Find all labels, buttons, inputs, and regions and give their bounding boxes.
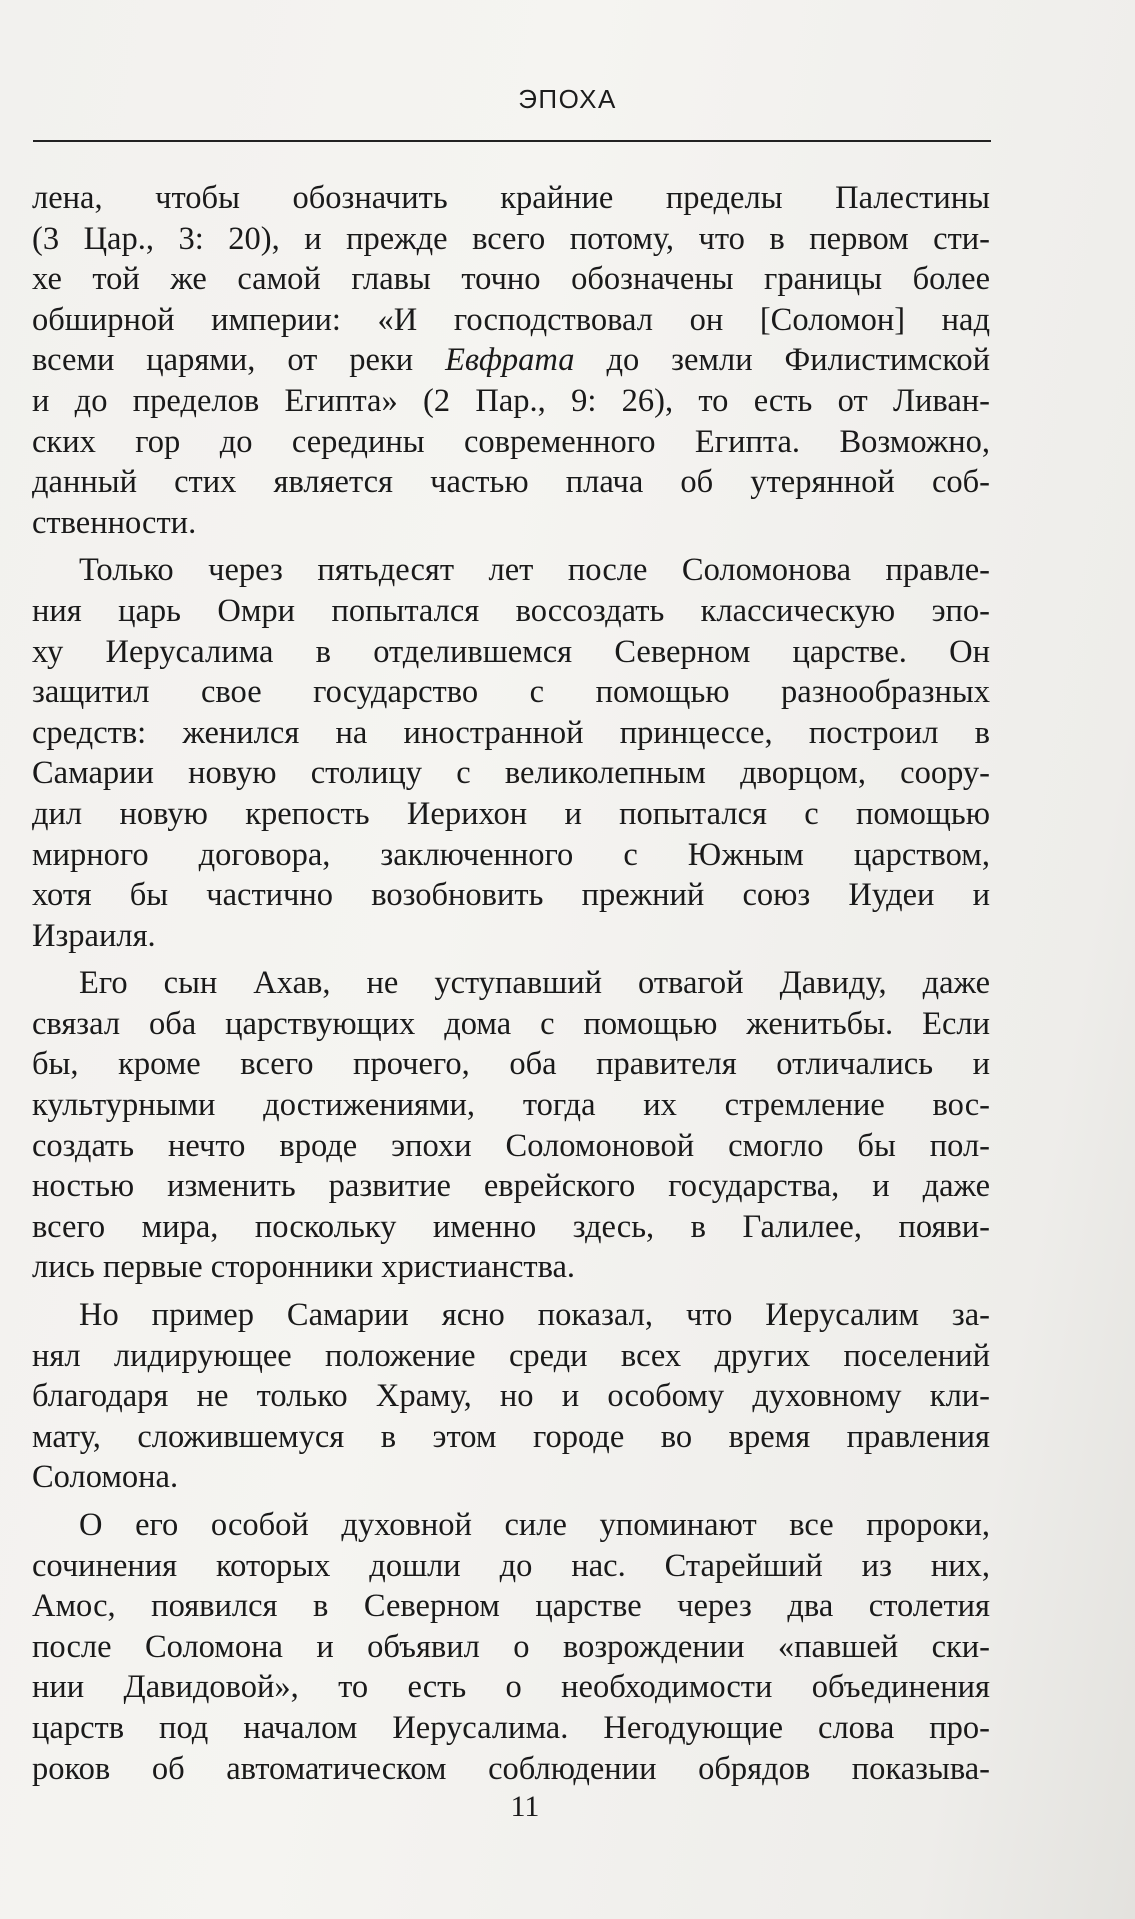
text-line: Но пример Самарии ясно показал, что Иерусалим за- [79,1297,990,1334]
text-line: ху Иерусалима в отделившемся Северном царстве. Он [32,633,990,670]
text-line: О его особой духовной силе упоминают все пророки, [79,1507,990,1543]
text-line: (3 Цар., 3: 20), и прежде всего потому, что в первом сти- [32,220,990,257]
paragraph-gap [32,1288,990,1295]
text-line: культурными достижениями, тогда их стремление вос- [32,1087,990,1124]
text-line: ностью изменить развитие еврейского государства, и даже [32,1168,990,1205]
page-number: 11 [510,1790,540,1823]
text-line: царств под началом Иерусалима. Негодующие слова про- [32,1709,990,1746]
text-line: данный стих является частью плача об утерянной соб- [32,464,990,501]
text-line: обширной империи: «И господствовал он [Соломон] над [32,301,990,338]
running-head: ЭПОХА [518,84,617,114]
text-line: мирного договора, заключенного с Южным царством, [32,836,990,873]
text-line: лена, чтобы обозначить крайние пределы Палестины [32,180,990,216]
text-line: средств: женился на иностранной принцессе, построил в [32,714,990,751]
header-rule [33,140,991,142]
text-line: сочинения которых дошли до нас. Старейший из них, [32,1547,990,1584]
text-line: Израиля. [32,917,156,954]
text-line: хотя бы частично возобновить прежний союз Иудеи и [32,877,990,914]
text-line: ственности. [32,504,197,541]
text-line: Только через пятьдесят лет после Соломонова правле- [79,552,990,589]
text-line: мату, сложившемуся в этом городе во время правления [32,1418,990,1455]
text-line: всего мира, поскольку именно здесь, в Галилее, появи- [32,1208,990,1245]
text-line: Самарии новую столицу с великолепным дворцом, соору- [32,755,990,792]
paragraph-gap [32,956,990,963]
text-line: Соломона. [32,1459,179,1496]
body-text [32,178,990,1789]
text-line: ских гор до середины современного Египта. Возможно, [32,423,990,460]
text-line: дил новую крепость Иерихон и попытался с помощью [32,795,990,832]
text-line: нял лидирующее положение среди всех других поселений [32,1337,990,1374]
text-line: всеми царями, от реки Евфрата до земли Филистимской [32,342,990,379]
text-line: Его сын Ахав, не уступавший отвагой Давиду, даже [79,965,990,1002]
text-line: хе той же самой главы точно обозначены границы более [32,261,990,298]
text-line: лись первые сторонники христианства. [32,1249,576,1286]
paragraph-gap [32,543,990,550]
italic-word: Евфрата [445,342,575,379]
text-line: благодаря не только Храму, но и особому духовному кли- [32,1378,990,1415]
text-line: после Соломона и объявил о возрождении «павшей ски- [32,1628,990,1665]
paragraph-gap [32,1498,990,1505]
text-line: создать нечто вроде эпохи Соломоновой смогло бы пол- [32,1127,990,1164]
text-line: связал оба царствующих дома с помощью женитьбы. Если [32,1005,990,1042]
text-line: ния царь Омри попытался воссоздать классическую эпо- [32,592,990,629]
text-line: защитил свое государство с помощью разнообразных [32,674,990,711]
text-line: роков об автоматическом соблюдении обрядов показыва- [32,1750,990,1787]
text-line: Амос, появился в Северном царстве через два столетия [32,1588,990,1625]
text-line: и до пределов Египта» (2 Пар., 9: 26), то есть от Ливан- [32,382,990,419]
text-line: нии Давидовой», то есть о необходимости объединения [32,1669,990,1706]
text-line: бы, кроме всего прочего, оба правителя отличались и [32,1046,990,1083]
